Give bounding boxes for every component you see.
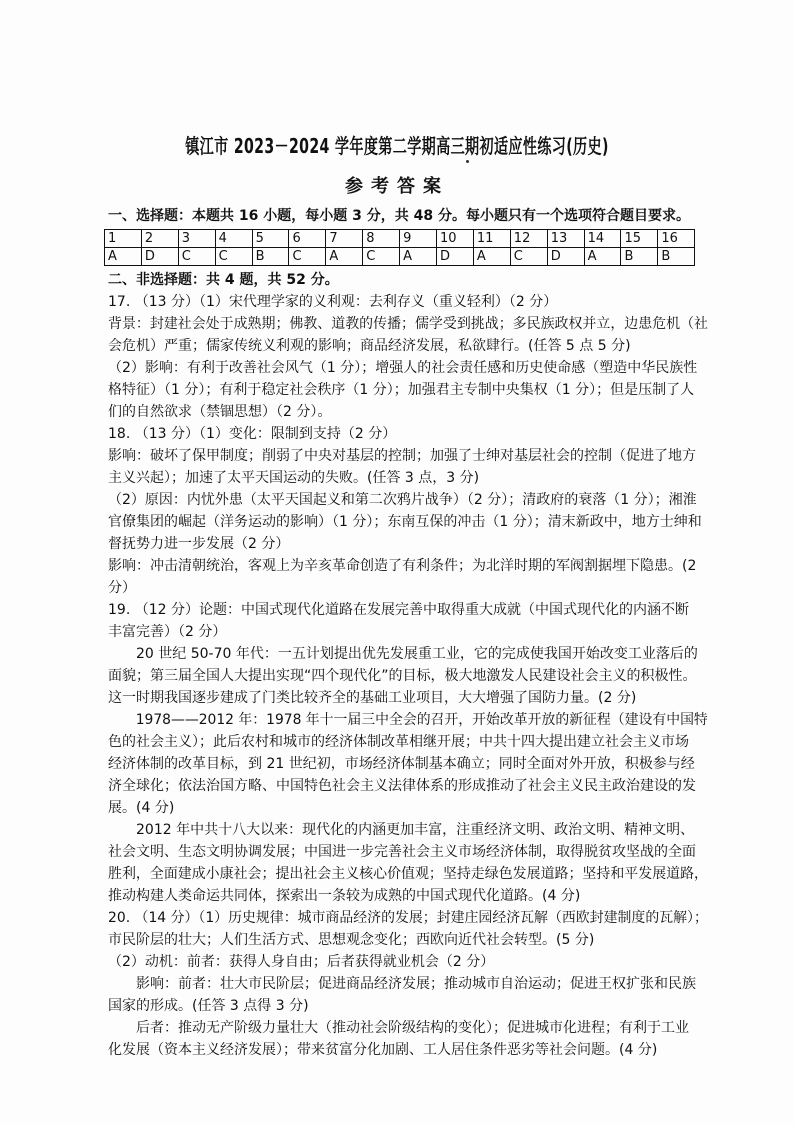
- answer-cell: C: [289, 248, 326, 266]
- answer-line: 17. （13 分）（1）宋代理学家的义利观：去利存义（重义轻利）（2 分）: [108, 294, 558, 310]
- answer-cell: C: [363, 248, 400, 266]
- answer-line: 面貌；第三届全国人大提出实现“四个现代化”的目标，极大地激发人民建设社会主义的积极性。: [108, 668, 697, 684]
- answer-cell: B: [621, 248, 658, 266]
- answer-line: 影响：前者：壮大市民阶层；促进商品经济发展；推动城市自治运动；促进王权扩张和民族: [108, 976, 696, 992]
- decorative-dot: [466, 160, 469, 163]
- answer-line: 后者：推动无产阶级力量壮大（推动社会阶级结构的变化）；促进城市化进程；有利于工业: [108, 1020, 689, 1036]
- question-number-cell: 8: [363, 230, 400, 248]
- answer-cell: A: [326, 248, 363, 266]
- answer-line: 们的自然欲求（禁锢思想）（2 分）。: [108, 404, 332, 420]
- answer-line: 丰富完善）（2 分）: [108, 624, 227, 640]
- answer-line: 19. （12 分）论题：中国式现代化道路在发展完善中取得重大成就（中国式现代化的内涵不断: [108, 602, 689, 618]
- question-number-cell: 10: [437, 230, 474, 248]
- answer-line: 济全球化；依法治国方略、中国特色社会主义法律体系的形成推动了社会主义民主政治建设的发: [108, 778, 696, 794]
- answer-line: （2）原因：内忧外患（太平天国起义和第二次鸦片战争）（2 分）；清政府的衰落（1 分）；湘淮: [108, 492, 697, 508]
- answer-line: 格特征）（1 分）；有利于稳定社会秩序（1 分）；加强君主专制中央集权（1 分）；但是压制了人: [108, 382, 695, 398]
- question-number-cell: 3: [178, 230, 215, 248]
- answer-cell: D: [437, 248, 474, 266]
- answer-line: 影响：破坏了保甲制度；削弱了中央对基层的控制；加强了士绅对基层社会的控制（促进了地方: [108, 448, 696, 464]
- question-number-cell: 16: [658, 230, 695, 248]
- answer-line: 背景：封建社会处于成熟期；佛教、道教的传播；儒学受到挑战；多民族政权并立，边患危机（社: [108, 316, 709, 332]
- question-number-cell: 14: [584, 230, 621, 248]
- answer-cell: A: [105, 248, 142, 266]
- answer-line: 国家的形成。(任答 3 点得 3 分): [108, 998, 309, 1014]
- answer-table: [104, 229, 695, 266]
- answer-line: 化发展（资本主义经济发展）；带来贫富分化加剧、工人居住条件恶劣等社会问题。(4 分): [108, 1042, 658, 1058]
- page-title: 镇江市 2023－2024 学年度第二学期高三期初适应性练习(历史): [185, 134, 609, 158]
- page-subtitle: 参考答案: [345, 176, 449, 197]
- answer-line: （2）影响：有利于改善社会风气（1 分）；增强人的社会责任感和历史使命感（塑造中华民族性: [108, 360, 698, 376]
- answer-line: 影响：冲击清朝统治，客观上为辛亥革命创造了有利条件；为北洋时期的军阀割据埋下隐患。(2: [108, 558, 697, 574]
- question-number-cell: 1: [105, 230, 142, 248]
- section1-heading: 一、选择题：本题共 16 小题，每小题 3 分，共 48 分。每小题只有一个选项符合题目要求。: [108, 208, 690, 224]
- answer-line: 展。(4 分): [108, 800, 175, 816]
- answer-line: 胜利，全面建成小康社会；提出社会主义核心价值观；坚持走绿色发展道路；坚持和平发展道路，: [108, 866, 709, 882]
- question-number-cell: 11: [473, 230, 510, 248]
- answer-line: 市民阶层的壮大；人们生活方式、思想观念变化；西欧向近代社会转型。(5 分): [108, 932, 595, 948]
- answer-cell: B: [658, 248, 695, 266]
- answer-table-number-row: [105, 230, 695, 248]
- answer-table-answer-row: [105, 248, 695, 266]
- answer-cell: A: [400, 248, 437, 266]
- answer-line: 主义兴起）；加速了太平天国运动的失败。(任答 3 点，3 分): [108, 470, 480, 486]
- answer-line: 分）: [108, 580, 136, 596]
- answer-cell: A: [584, 248, 621, 266]
- answer-line: 20 世纪 50-70 年代：一五计划提出优先发展重工业，它的完成使我国开始改变工业落后的: [108, 646, 698, 662]
- answer-cell: D: [141, 248, 178, 266]
- answer-cell: C: [178, 248, 215, 266]
- answer-line: 社会文明、生态文明协调发展；中国进一步完善社会主义市场经济体制，取得脱贫攻坚战的全面: [108, 844, 696, 860]
- answer-cell: C: [215, 248, 252, 266]
- answer-cell: C: [510, 248, 547, 266]
- answer-cell: D: [547, 248, 584, 266]
- answer-line: 经济体制的改革目标，到 21 世纪初，市场经济体制基本确立；同时全面对外开放，积极参与经: [108, 756, 695, 772]
- question-number-cell: 15: [621, 230, 658, 248]
- question-number-cell: 2: [141, 230, 178, 248]
- answer-line: 会危机）严重；儒家传统义利观的影响；商品经济发展，私欲肆行。(任答 5 点 5 分): [108, 338, 631, 354]
- question-number-cell: 7: [326, 230, 363, 248]
- answer-line: （2）动机：前者：获得人身自由；后者获得就业机会（2 分）: [108, 954, 495, 970]
- question-number-cell: 9: [400, 230, 437, 248]
- answer-cell: B: [252, 248, 289, 266]
- answer-line: 推动构建人类命运共同体，探索出一条较为成熟的中国式现代化道路。(4 分): [108, 888, 581, 904]
- answer-line: 2012 年中共十八大以来：现代化的内涵更加丰富，注重经济文明、政治文明、精神文明、: [108, 822, 695, 838]
- answer-line: 20. （14 分）（1）历史规律：城市商品经济的发展；封建庄园经济瓦解（西欧封建制度的瓦解）；: [108, 910, 708, 926]
- answer-line: 督抚势力进一步发展（2 分）: [108, 536, 290, 552]
- question-number-cell: 12: [510, 230, 547, 248]
- answer-line: 18. （13 分）（1）变化：限制到支持（2 分）: [108, 426, 397, 442]
- answer-line: 1978——2012 年：1978 年十一届三中全会的召开，开始改革开放的新征程（建设有中国特: [108, 712, 708, 728]
- answer-line: 这一时期我国逐步建成了门类比较齐全的基础工业项目，大大增强了国防力量。(2 分): [108, 690, 637, 706]
- question-number-cell: 13: [547, 230, 584, 248]
- question-number-cell: 6: [289, 230, 326, 248]
- answer-line: 官僚集团的崛起（洋务运动的影响）（1 分）；东南互保的冲击（1 分）；清末新政中，地方士绅和: [108, 514, 702, 530]
- question-number-cell: 4: [215, 230, 252, 248]
- question-number-cell: 5: [252, 230, 289, 248]
- answer-cell: A: [473, 248, 510, 266]
- section2-heading: 二、非选择题：共 4 题，共 52 分。: [108, 272, 339, 288]
- answer-line: 色的社会主义）；此后农村和城市的经济体制改革相继开展；中共十四大提出建立社会主义市场: [108, 734, 689, 750]
